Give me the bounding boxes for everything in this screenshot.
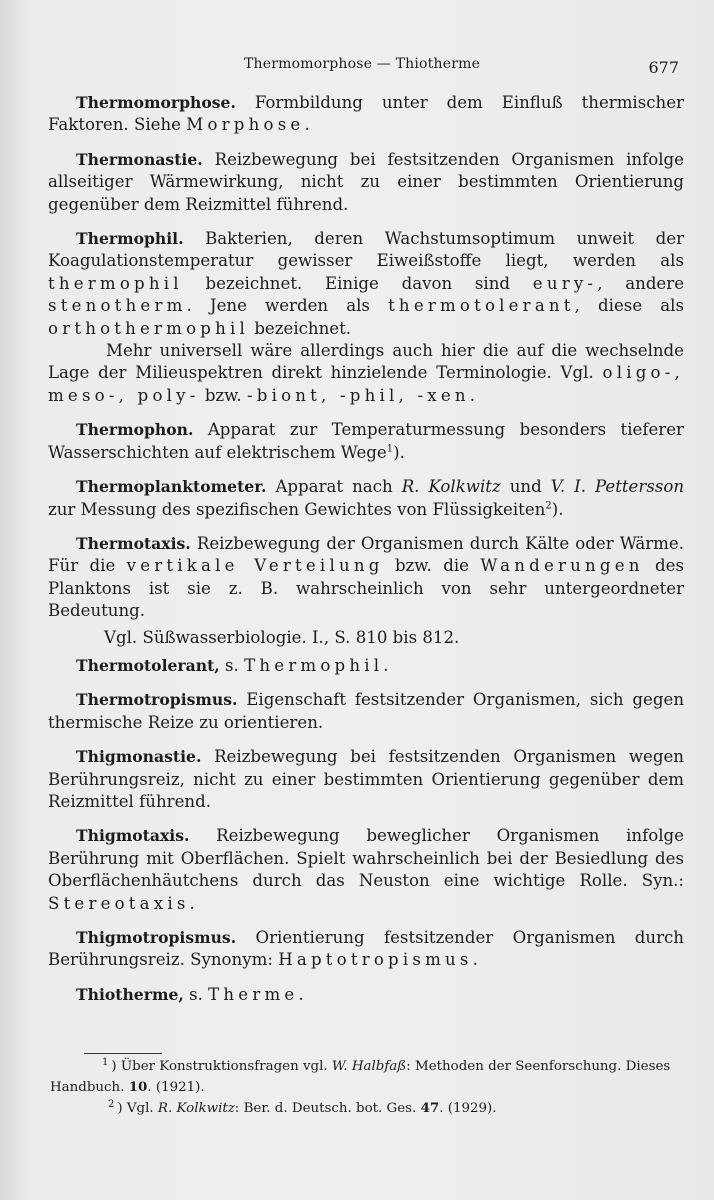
entry-thermoplanktometer: [48, 476, 684, 521]
entry-thigmonastie: [48, 746, 684, 813]
entry-thermotolerant: [48, 655, 684, 677]
lemma: Thermomorphose.: [76, 93, 236, 112]
spaced-term: Therme: [208, 984, 299, 1004]
spaced-term: Wanderungen: [480, 556, 644, 576]
footnote-text: . (1921).: [147, 1080, 205, 1095]
author-name: R. Kolkwitz: [401, 477, 501, 497]
entry-thermophon: [48, 419, 684, 464]
entry-text: .: [189, 893, 195, 913]
entry-text: Reizbewegung beweglicher Organismen infolge Berührung mit Oberflächen. Spielt wahrscheinlich bei der Besiedlung des Oberflächenhäutchens durch das Neuston eine wichtige Rolle. Syn.:: [48, 826, 685, 891]
running-title: Thermomorphose — Thiotherme: [244, 56, 481, 72]
spaced-term: vertikale Verteilung: [126, 556, 384, 576]
footnotes: [50, 1057, 686, 1119]
footnote-ref[interactable]: 2: [545, 499, 552, 511]
entry-text: .: [472, 950, 478, 970]
lemma: Thigmotropismus.: [76, 928, 237, 947]
entry-text: Reizbewegung bei festsitzenden Organismen wegen Berührungsreiz, nicht zu einer bestimmten Orientierung gegenüber dem Reizmittel führend.: [48, 747, 684, 811]
entry-text: und: [509, 477, 542, 497]
entry-text: Eigenschaft festsitzender Organismen, sich gegen thermische Reize zu orientieren.: [48, 690, 685, 732]
lemma: Thiotherme,: [76, 984, 184, 1004]
spaced-term: Morphose: [186, 115, 305, 135]
entry-text: , diese als: [574, 296, 684, 316]
spaced-term: orthothermophil: [48, 318, 250, 338]
entry-text: Reizbewegung bei festsitzenden Organismen infolge allseitiger Wärmewirkung, nicht zu einer bestimmten Orientierung gegenüber dem Reizmittel führend.: [48, 149, 684, 214]
entry-text: .: [304, 115, 310, 135]
footnote-number: 2: [108, 1098, 115, 1110]
entry-text: ).: [393, 442, 405, 462]
spaced-term: eury-: [532, 273, 598, 293]
author-name: V. I. Pettersson: [550, 477, 685, 497]
footnote-text: : Methoden der Seenforschung. Dieses Handbuch.: [50, 1059, 671, 1095]
entry-text: bzw. die: [394, 556, 469, 576]
spaced-term: Stereotaxis: [48, 893, 190, 913]
footnote-1: [50, 1057, 686, 1098]
entry-text: des Planktons ist sie z. B. wahrscheinlich von sehr untergeordneter Bedeutung.: [48, 556, 684, 621]
footnote-text: : Ber. d. Deutsch. bot. Ges.: [234, 1101, 417, 1116]
footnote-text: ) Über Konstruktionsfragen vgl.: [111, 1059, 328, 1074]
entry-text: .: [383, 655, 389, 675]
lemma: Thermonastie.: [76, 149, 203, 169]
footnote-ref[interactable]: 1: [386, 443, 394, 455]
author-name: R. Kolkwitz: [157, 1101, 235, 1116]
spaced-term: -biont, -phil, -xen: [246, 385, 470, 405]
entry-text: . Jene werden als: [186, 296, 370, 316]
lemma: Thigmonastie.: [76, 747, 202, 767]
entry-text: s.: [189, 984, 203, 1004]
page-number: 677: [648, 58, 679, 77]
entry-text: ).: [551, 499, 564, 519]
spaced-term: thermotolerant: [388, 296, 575, 316]
entry-thigmotaxis: [48, 825, 684, 915]
entry-text: zur Messung des spezifischen Gewichtes von Flüssigkeiten: [48, 499, 546, 519]
entry-thermotropismus: [48, 689, 684, 734]
spaced-term: oligo-, meso-, poly-: [48, 363, 685, 405]
volume-number: 10: [128, 1079, 148, 1095]
entry-text: .: [298, 984, 304, 1004]
volume-number: 47: [420, 1100, 440, 1116]
entry-text: Apparat nach: [275, 477, 393, 497]
entry-text: s.: [225, 655, 239, 675]
entry-text: Formbildung unter dem Einfluß thermischer Faktoren. Siehe: [48, 93, 684, 135]
lemma: Thermoplanktometer.: [76, 477, 267, 497]
entry-thermonastie: [48, 149, 684, 216]
dictionary-entries: [48, 92, 684, 1018]
lemma: Thigmotaxis.: [76, 826, 190, 846]
entry-thiotherme: [48, 984, 684, 1006]
entry-text: Apparat zur Temperaturmessung besonders tieferer Wasserschichten auf elektrischem Wege: [48, 420, 684, 462]
entry-thigmotropismus: [48, 927, 684, 972]
entry-text: Reizbewegung der Organismen durch Kälte oder Wärme. Für die: [48, 533, 684, 576]
author-name: W. Halbfaß: [331, 1059, 407, 1074]
entry-text: .: [469, 385, 476, 405]
entry-text: Mehr universell wäre allerdings auch hier die auf die wechselnde Lage der Milieuspektren direkt hinzielende Terminologie. Vgl.: [48, 341, 684, 383]
spaced-term: stenotherm: [48, 296, 187, 316]
entry-text: Orientierung festsitzender Organismen durch Berührungsreiz. Synonym:: [48, 928, 684, 970]
lemma: Thermophil.: [76, 229, 184, 249]
footnote-2: [108, 1098, 686, 1119]
page-header: [0, 56, 714, 80]
footnote-number: 1: [102, 1056, 109, 1068]
spaced-term: thermophil: [48, 273, 183, 293]
entry-reference: Vgl. Süßwasserbiologie. I., S. 810 bis 812.: [104, 627, 460, 647]
footnote-divider: [84, 1053, 162, 1054]
entry-text: bezeichnet.: [254, 318, 352, 338]
footnote-text: . (1929).: [439, 1101, 497, 1116]
entry-thermophil: [48, 228, 684, 407]
entry-text: bezeichnet. Einige davon sind: [205, 273, 511, 293]
lemma: Thermotaxis.: [76, 533, 191, 553]
lemma: Thermotolerant,: [76, 655, 220, 675]
spaced-term: Thermophil: [244, 655, 384, 675]
spaced-term: Haptotropismus: [278, 950, 473, 970]
lemma: Thermophon.: [76, 420, 194, 440]
entry-paragraph: [48, 340, 684, 407]
entry-text: , andere: [597, 273, 685, 293]
entry-text: bzw.: [204, 385, 242, 405]
entry-thermotaxis: [48, 533, 684, 623]
entry-thermomorphose: [48, 92, 684, 137]
footnote-text: ) Vgl.: [117, 1101, 154, 1116]
lemma: Thermotropismus.: [76, 690, 238, 710]
entry-text: Bakterien, deren Wachstumsoptimum unweit der Koagulationstemperatur gewisser Eiweißstoffe liegt, werden als: [48, 229, 684, 271]
